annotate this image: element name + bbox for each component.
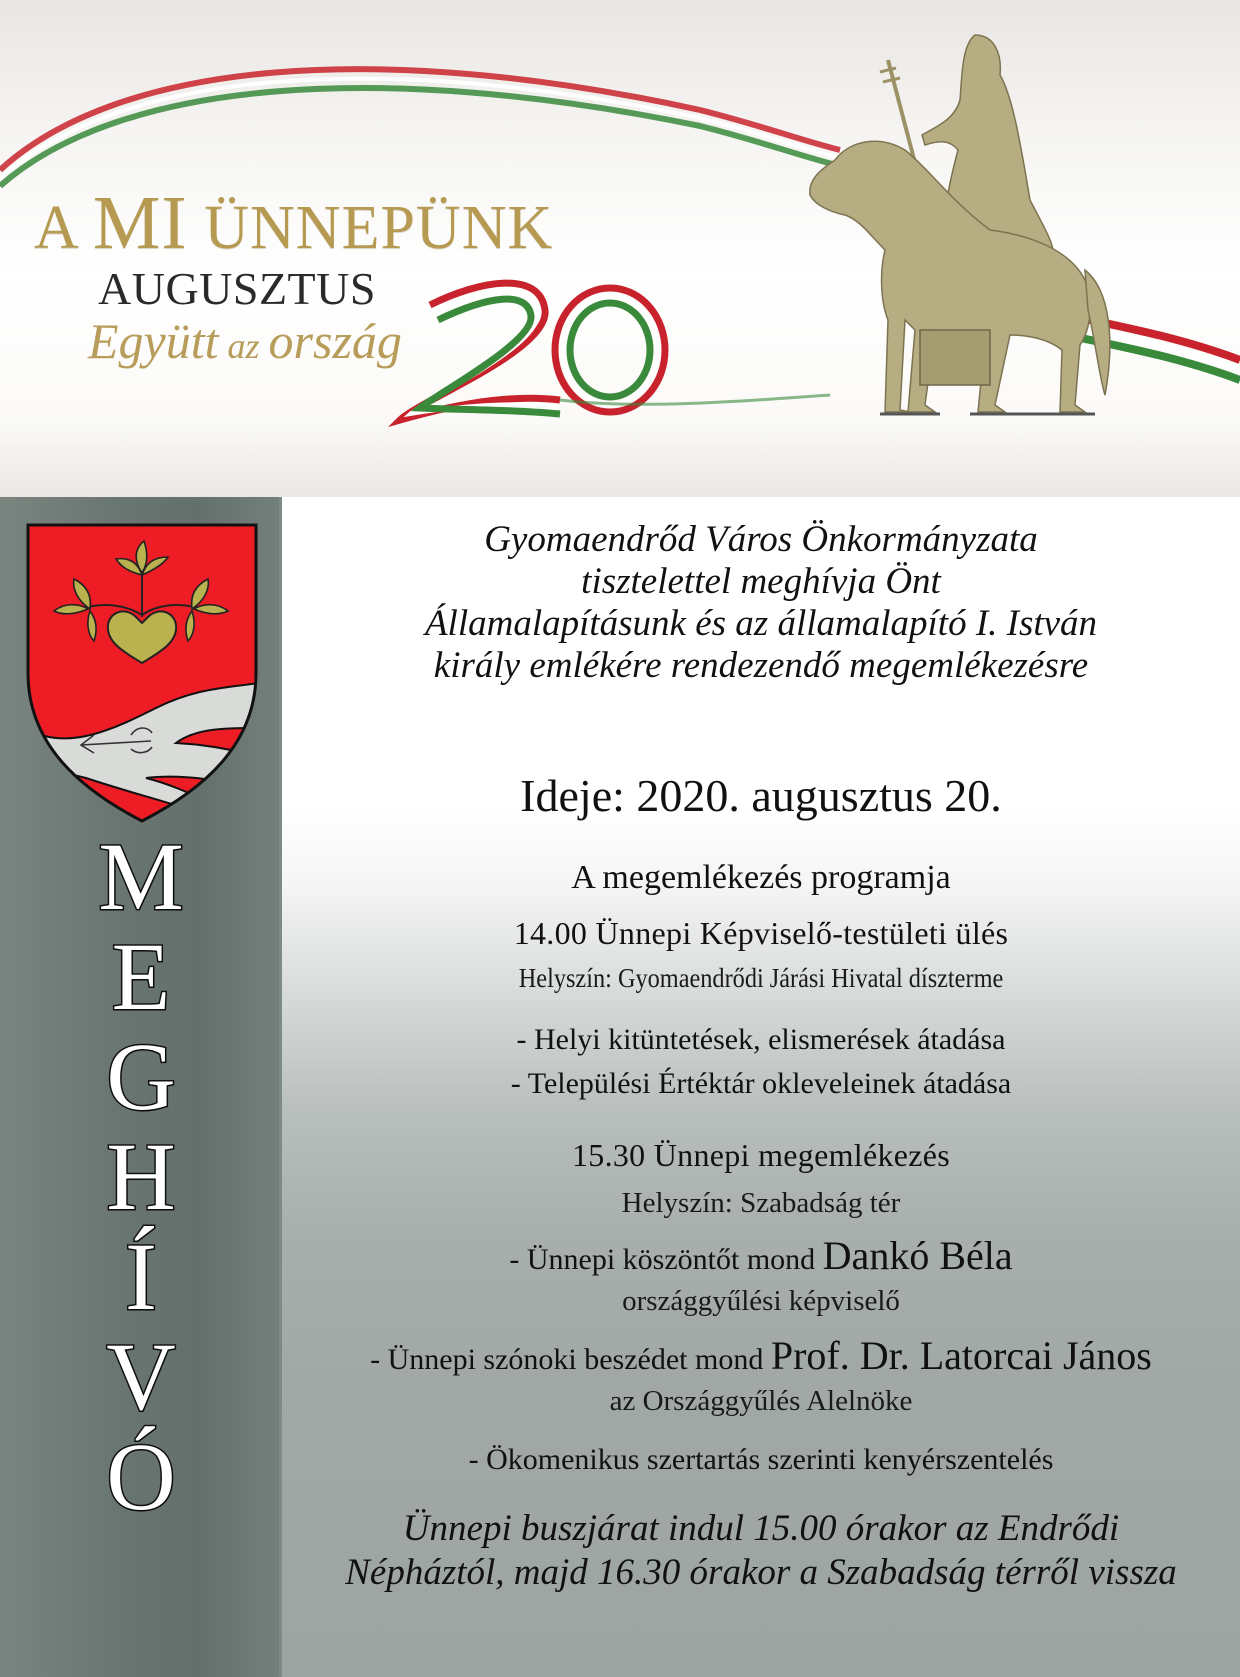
title-letter: Í: [125, 1223, 157, 1330]
intro-line: Gyomaendrőd Város Önkormányzata: [484, 519, 1038, 560]
bus-line: Ünnepi buszjárat indul 15.00 órakor az Endrődi: [402, 1508, 1120, 1549]
title-letter: V: [106, 1323, 176, 1430]
speaker-name: Dankó Béla: [822, 1233, 1013, 1278]
banner-title: A MI ÜNNEPÜNK: [34, 181, 554, 265]
speaker-line: - Ünnepi köszöntőt mond Dankó Béla: [509, 1233, 1013, 1278]
title-letter: E: [111, 923, 171, 1030]
banner-month: AUGUSZTUS: [98, 263, 376, 314]
title-letter: H: [106, 1123, 176, 1230]
bus-line: Népháztól, majd 16.30 órakor a Szabadság térről vissza: [345, 1552, 1177, 1593]
intro-line: király emlékére rendezendő megemlékezésre: [433, 645, 1089, 686]
title-letter: M: [98, 823, 184, 930]
event-date: Ideje: 2020. augusztus 20.: [520, 770, 1002, 821]
session-venue: Helyszín: Szabadság tér: [621, 1187, 901, 1219]
title-letter: Ó: [106, 1423, 176, 1530]
header-banner: [0, 0, 1240, 497]
program-item: - Települési Értéktár okleveleinek átadása: [510, 1067, 1012, 1100]
speaker-name: Prof. Dr. Latorcai János: [770, 1333, 1152, 1378]
program-heading: A megemlékezés programja: [571, 859, 951, 896]
intro-line: Államalapításunk és az államalapító I. István: [424, 603, 1098, 644]
session-title: 14.00 Ünnepi Képviselő-testületi ülés: [513, 915, 1009, 951]
bus-notice: [282, 1507, 1240, 1595]
meghivo-vertical-title: [0, 823, 282, 1530]
invitation-intro: [282, 519, 1240, 687]
speaker-role: az Országgyűlés Alelnöke: [609, 1385, 913, 1417]
equestrian-statue-icon: [810, 35, 1110, 414]
intro-line: tisztelettel meghívja Önt: [581, 561, 941, 602]
program-item: - Ökomenikus szertartás szerinti kenyérszentelés: [468, 1443, 1054, 1476]
sidebar-panel: [0, 497, 282, 1677]
title-letter: G: [106, 1023, 176, 1130]
program-item: - Helyi kitüntetések, elismerések átadása: [516, 1023, 1006, 1056]
speaker-line: - Ünnepi szónoki beszédet mond Prof. Dr. Latorcai János: [370, 1333, 1152, 1378]
invitation-body: [282, 497, 1240, 1677]
banner-slogan: Együtt az ország: [88, 313, 402, 369]
session-venue: Helyszín: Gyomaendrődi Járási Hivatal díszterme: [518, 963, 1004, 993]
coat-of-arms-icon: [26, 523, 258, 825]
speaker-role: országgyűlési képviselő: [622, 1285, 900, 1317]
session-title: 15.30 Ünnepi megemlékezés: [571, 1137, 951, 1173]
